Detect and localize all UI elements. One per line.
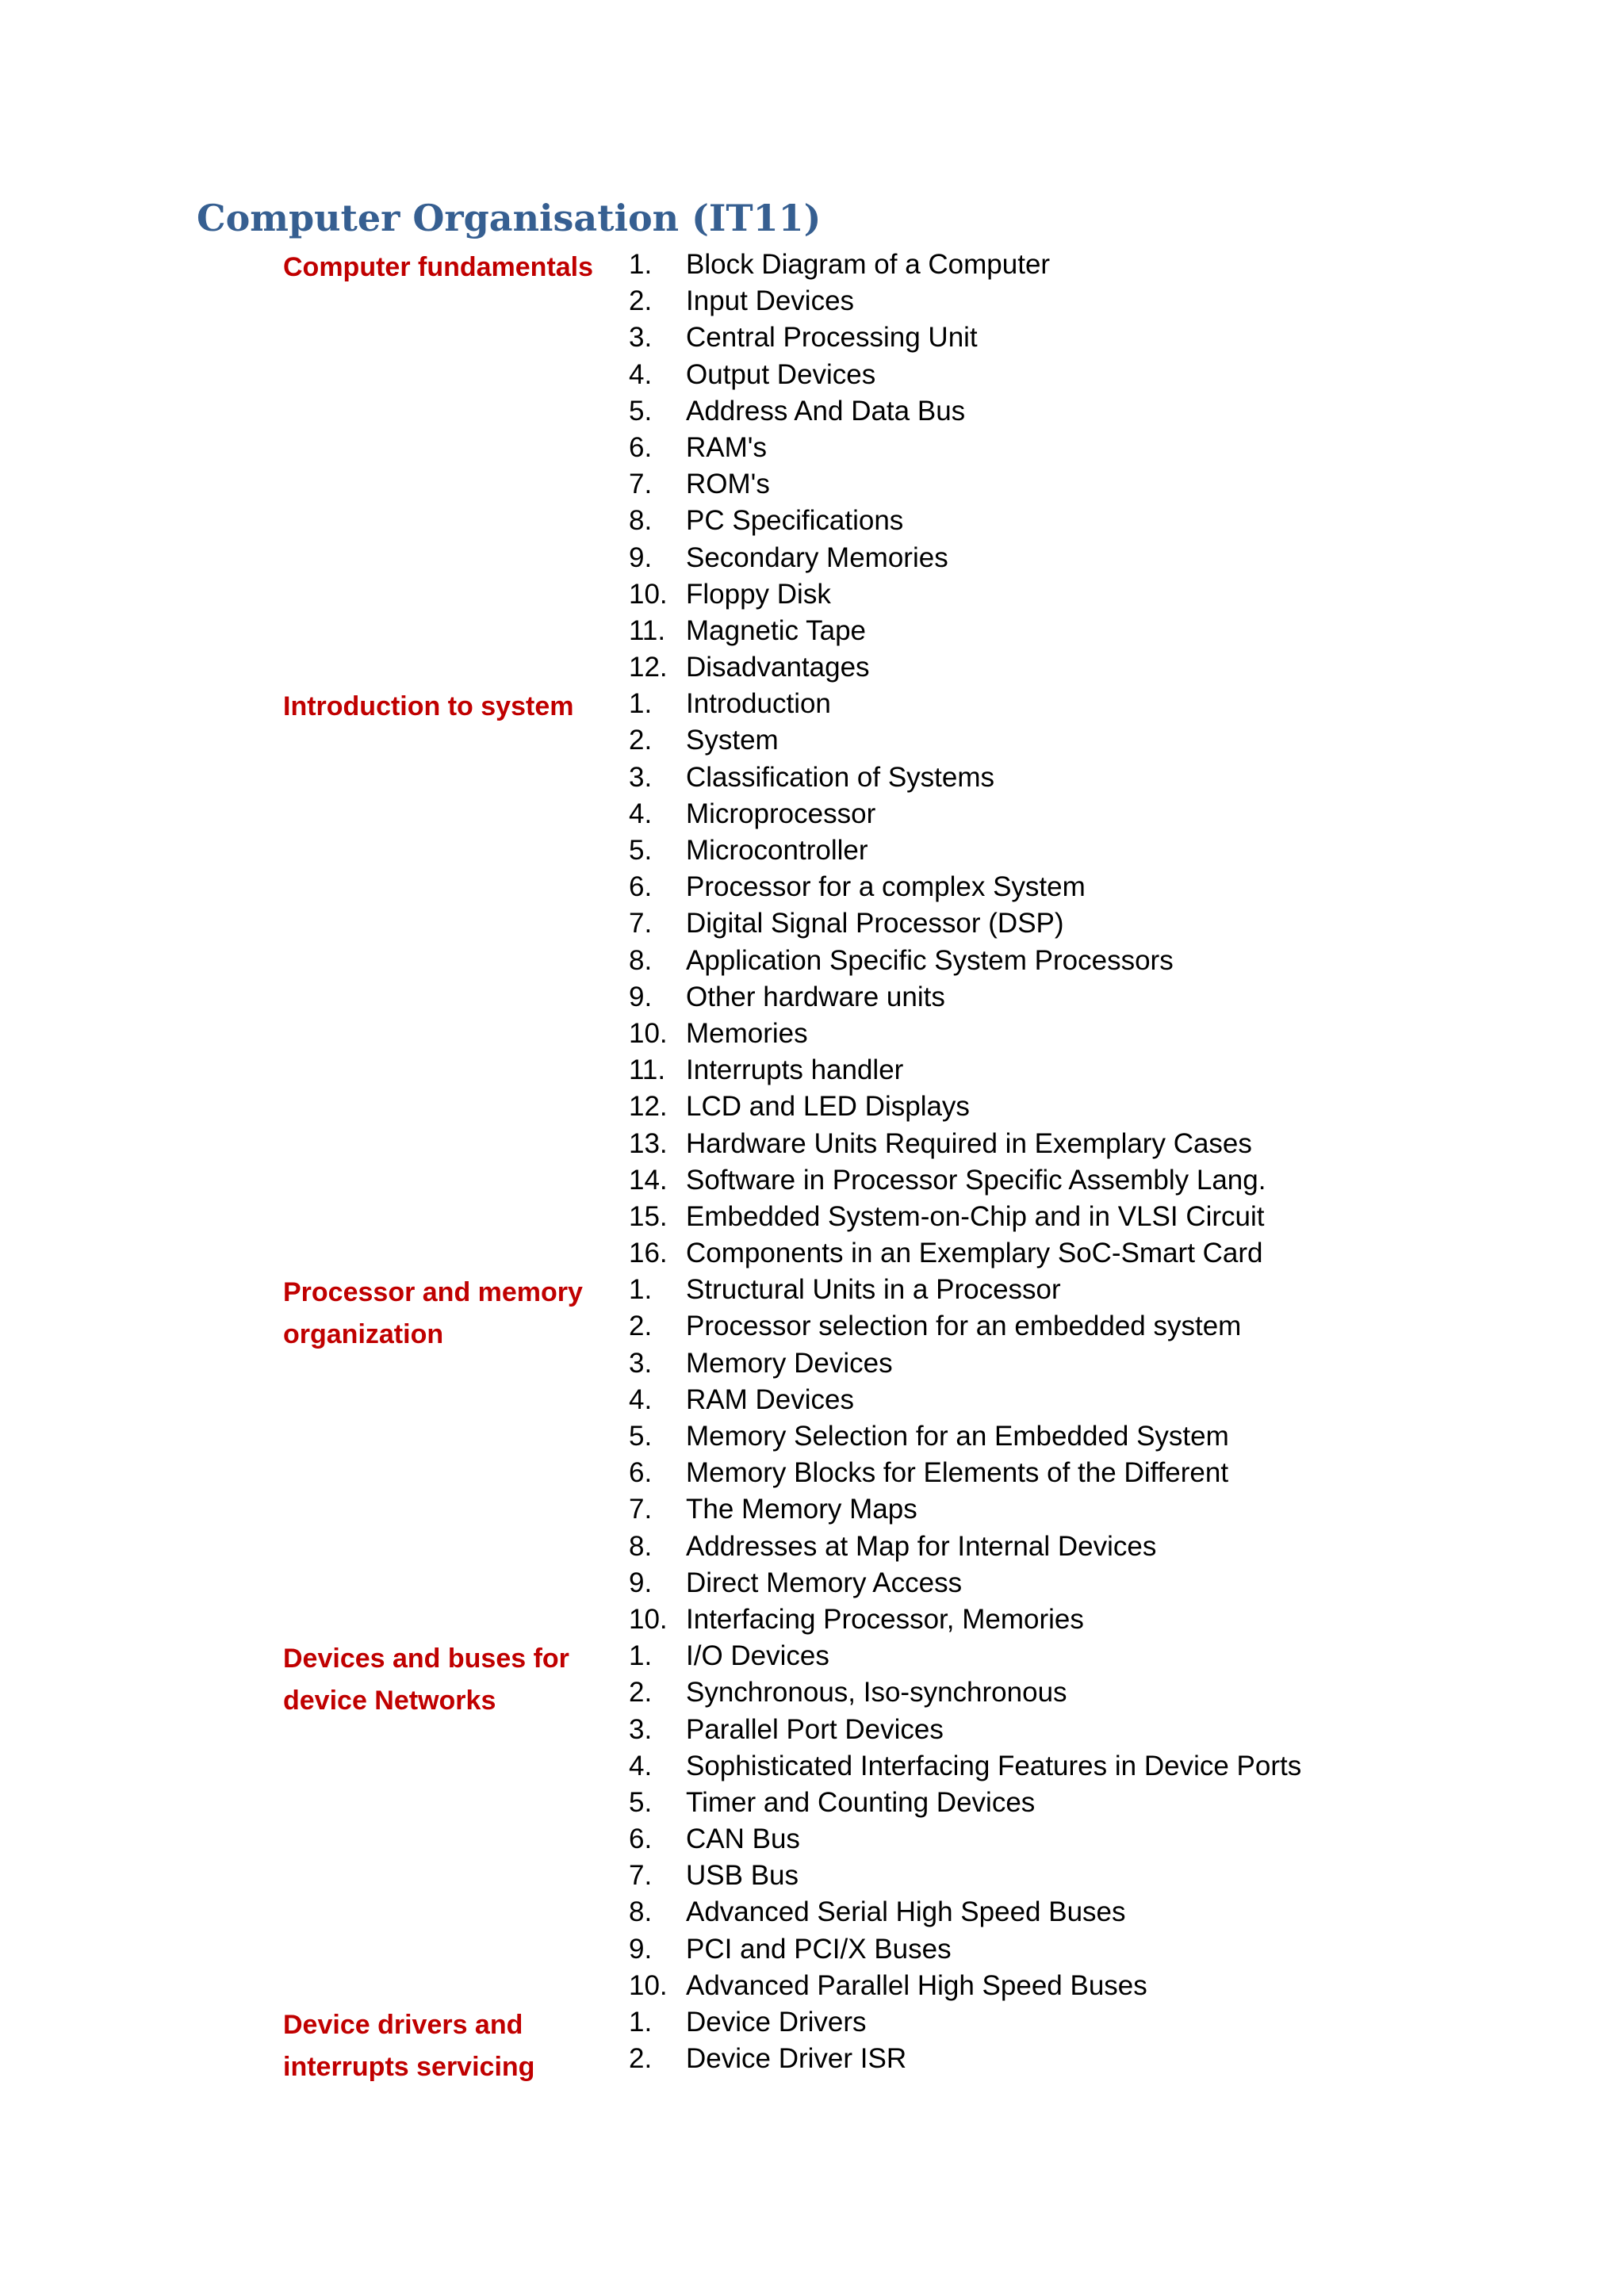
topic-item — [629, 943, 1393, 979]
topic-item — [629, 1821, 1393, 1858]
topic-item — [629, 320, 1393, 356]
topic-item — [629, 1308, 1393, 1345]
topic-text: Secondary Memories — [686, 541, 948, 573]
topic-number: 7. — [629, 1494, 653, 1525]
topic-text: USB Bus — [686, 1860, 799, 1892]
topic-number: 9. — [629, 981, 653, 1012]
topic-text: Microcontroller — [686, 835, 868, 866]
topic-item — [629, 1638, 1393, 1674]
syllabus-table — [283, 247, 1393, 2088]
topic-item — [629, 869, 1393, 905]
page-title: Computer Organisation (IT11) — [197, 197, 822, 239]
topic-text: Application Specific System Processors — [686, 944, 1174, 976]
topic-number: 3. — [629, 1713, 653, 1745]
topic-number: 3. — [629, 1347, 653, 1379]
topic-item — [629, 796, 1393, 832]
topic-number: 1. — [629, 1274, 653, 1306]
topic-text: Memory Blocks for Elements of the Different — [686, 1457, 1229, 1489]
topic-number: 6. — [629, 1823, 653, 1855]
topic-item — [629, 1235, 1393, 1272]
topic-number: 10. — [629, 1017, 668, 1049]
topic-text: Structural Units in a Processor — [686, 1274, 1061, 1306]
section-heading: Computer fundamentals — [283, 252, 594, 282]
topic-number: 1. — [629, 249, 653, 280]
topic-item — [629, 1199, 1393, 1235]
topic-number: 1. — [629, 688, 653, 720]
topic-list — [629, 2004, 1393, 2077]
topic-item — [629, 1601, 1393, 1638]
topic-item — [629, 1089, 1393, 1125]
topic-item — [629, 1052, 1393, 1089]
topic-item — [629, 466, 1393, 503]
topic-number: 13. — [629, 1127, 668, 1159]
topic-text: Processor selection for an embedded system — [686, 1311, 1242, 1342]
topic-number: 6. — [629, 431, 653, 463]
topic-number: 8. — [629, 1896, 653, 1928]
topic-text: Introduction — [686, 688, 831, 720]
topic-text: LCD and LED Displays — [686, 1091, 970, 1123]
topic-text: Disadvantages — [686, 652, 870, 683]
topic-text: System — [686, 725, 779, 756]
section-heading: Introduction to system — [283, 691, 574, 722]
topic-item — [629, 905, 1393, 942]
topic-item — [629, 283, 1393, 320]
topic-item — [629, 1931, 1393, 1968]
topic-item — [629, 430, 1393, 466]
topic-number: 1. — [629, 2007, 653, 2038]
topic-item — [629, 1162, 1393, 1199]
topic-text: Processor for a complex System — [686, 871, 1086, 903]
topic-text: Memories — [686, 1017, 808, 1049]
topic-number: 8. — [629, 944, 653, 976]
section-heading: Device drivers and interrupts servicing — [283, 2010, 535, 2082]
topic-number: 3. — [629, 761, 653, 793]
section-heading: Processor and memory organization — [283, 1277, 583, 1350]
topic-text: Block Diagram of a Computer — [686, 249, 1051, 280]
topic-number: 15. — [629, 1200, 668, 1232]
topic-number: 5. — [629, 835, 653, 866]
syllabus-section — [283, 1272, 1393, 1638]
topic-item — [629, 1858, 1393, 1894]
topic-number: 4. — [629, 1750, 653, 1781]
topic-text: Addresses at Map for Internal Devices — [686, 1530, 1157, 1562]
topic-number: 4. — [629, 1383, 653, 1415]
topic-text: Software in Processor Specific Assembly Lang. — [686, 1164, 1266, 1196]
topic-text: I/O Devices — [686, 1640, 829, 1672]
topic-number: 2. — [629, 285, 653, 317]
topic-number: 2. — [629, 1677, 653, 1709]
topic-item — [629, 2041, 1393, 2077]
topic-text: Central Processing Unit — [686, 322, 978, 354]
topic-number: 10. — [629, 578, 668, 610]
topic-number: 10. — [629, 1603, 668, 1635]
topic-item — [629, 357, 1393, 393]
topic-number: 4. — [629, 358, 653, 390]
topic-number: 11. — [629, 1054, 666, 1086]
syllabus-section — [283, 247, 1393, 686]
topic-text: Hardware Units Required in Exemplary Cases — [686, 1127, 1252, 1159]
topic-item — [629, 760, 1393, 796]
topic-text: Components in an Exemplary SoC-Smart Card — [686, 1238, 1263, 1269]
topic-text: Embedded System-on-Chip and in VLSI Circuit — [686, 1200, 1265, 1232]
syllabus-section — [283, 686, 1393, 1272]
topic-item — [629, 1455, 1393, 1491]
topic-number: 2. — [629, 725, 653, 756]
topic-item — [629, 1894, 1393, 1931]
topic-list — [629, 1272, 1393, 1638]
topic-number: 6. — [629, 871, 653, 903]
topic-number: 12. — [629, 652, 668, 683]
topic-text: Interfacing Processor, Memories — [686, 1603, 1084, 1635]
topic-number: 8. — [629, 1530, 653, 1562]
topic-text: RAM Devices — [686, 1383, 854, 1415]
topic-number: 5. — [629, 395, 653, 427]
topic-list — [629, 686, 1393, 1272]
topic-number: 4. — [629, 798, 653, 829]
topic-item — [629, 1345, 1393, 1382]
topic-text: Microprocessor — [686, 798, 876, 829]
topic-item — [629, 979, 1393, 1016]
topic-number: 7. — [629, 1860, 653, 1892]
topic-item — [629, 1565, 1393, 1601]
topic-item — [629, 1674, 1393, 1711]
topic-text: Address And Data Bus — [686, 395, 966, 427]
topic-item — [629, 1785, 1393, 1821]
topic-item — [629, 1748, 1393, 1785]
topic-text: Digital Signal Processor (DSP) — [686, 908, 1064, 939]
topic-number: 5. — [629, 1786, 653, 1818]
section-heading: Devices and buses for device Networks — [283, 1644, 569, 1716]
topic-text: Floppy Disk — [686, 578, 831, 610]
topic-item — [629, 1418, 1393, 1455]
topic-number: 1. — [629, 1640, 653, 1672]
topic-number: 9. — [629, 541, 653, 573]
topic-number: 9. — [629, 1567, 653, 1598]
topic-number: 11. — [629, 614, 666, 646]
topic-item — [629, 540, 1393, 576]
topic-number: 8. — [629, 505, 653, 537]
topic-text: Memory Devices — [686, 1347, 893, 1379]
topic-list — [629, 1638, 1393, 2004]
topic-item — [629, 393, 1393, 430]
topic-number: 12. — [629, 1091, 668, 1123]
topic-text: Sophisticated Interfacing Features in Device Ports — [686, 1750, 1302, 1781]
topic-item — [629, 503, 1393, 539]
topic-text: PC Specifications — [686, 505, 904, 537]
topic-text: Synchronous, Iso-synchronous — [686, 1677, 1067, 1709]
topic-item — [629, 1016, 1393, 1052]
topic-item — [629, 1968, 1393, 2004]
syllabus-section — [283, 2004, 1393, 2088]
topic-text: Input Devices — [686, 285, 855, 317]
topic-item — [629, 649, 1393, 686]
topic-item — [629, 1272, 1393, 1308]
topic-text: Interrupts handler — [686, 1054, 904, 1086]
topic-text: PCI and PCI/X Buses — [686, 1933, 952, 1965]
topic-text: The Memory Maps — [686, 1494, 917, 1525]
topic-item — [629, 686, 1393, 722]
topic-item — [629, 613, 1393, 649]
topic-item — [629, 1126, 1393, 1162]
topic-text: Device Driver ISR — [686, 2043, 907, 2075]
topic-text: Advanced Serial High Speed Buses — [686, 1896, 1126, 1928]
topic-text: Direct Memory Access — [686, 1567, 963, 1598]
topic-number: 14. — [629, 1164, 668, 1196]
topic-text: CAN Bus — [686, 1823, 800, 1855]
topic-text: Timer and Counting Devices — [686, 1786, 1036, 1818]
topic-item — [629, 576, 1393, 613]
topic-number: 6. — [629, 1457, 653, 1489]
topic-text: Magnetic Tape — [686, 614, 867, 646]
topic-number: 2. — [629, 1311, 653, 1342]
topic-number: 9. — [629, 1933, 653, 1965]
topic-text: Output Devices — [686, 358, 876, 390]
topic-number: 16. — [629, 1238, 668, 1269]
topic-item — [629, 1382, 1393, 1418]
topic-list — [629, 247, 1393, 686]
topic-text: Device Drivers — [686, 2007, 867, 2038]
topic-number: 7. — [629, 908, 653, 939]
topic-item — [629, 1491, 1393, 1528]
topic-item — [629, 1529, 1393, 1565]
syllabus-section — [283, 1638, 1393, 2004]
topic-text: Advanced Parallel High Speed Buses — [686, 1969, 1147, 2001]
topic-number: 7. — [629, 469, 653, 500]
topic-text: Other hardware units — [686, 981, 945, 1012]
topic-item — [629, 2004, 1393, 2041]
topic-number: 2. — [629, 2043, 653, 2075]
topic-text: Parallel Port Devices — [686, 1713, 944, 1745]
topic-number: 10. — [629, 1969, 668, 2001]
topic-item — [629, 247, 1393, 283]
topic-text: ROM's — [686, 469, 770, 500]
topic-text: RAM's — [686, 431, 767, 463]
topic-item — [629, 1712, 1393, 1748]
topic-number: 3. — [629, 322, 653, 354]
topic-text: Memory Selection for an Embedded System — [686, 1421, 1229, 1452]
topic-item — [629, 722, 1393, 759]
topic-text: Classification of Systems — [686, 761, 995, 793]
topic-number: 5. — [629, 1421, 653, 1452]
topic-item — [629, 832, 1393, 869]
